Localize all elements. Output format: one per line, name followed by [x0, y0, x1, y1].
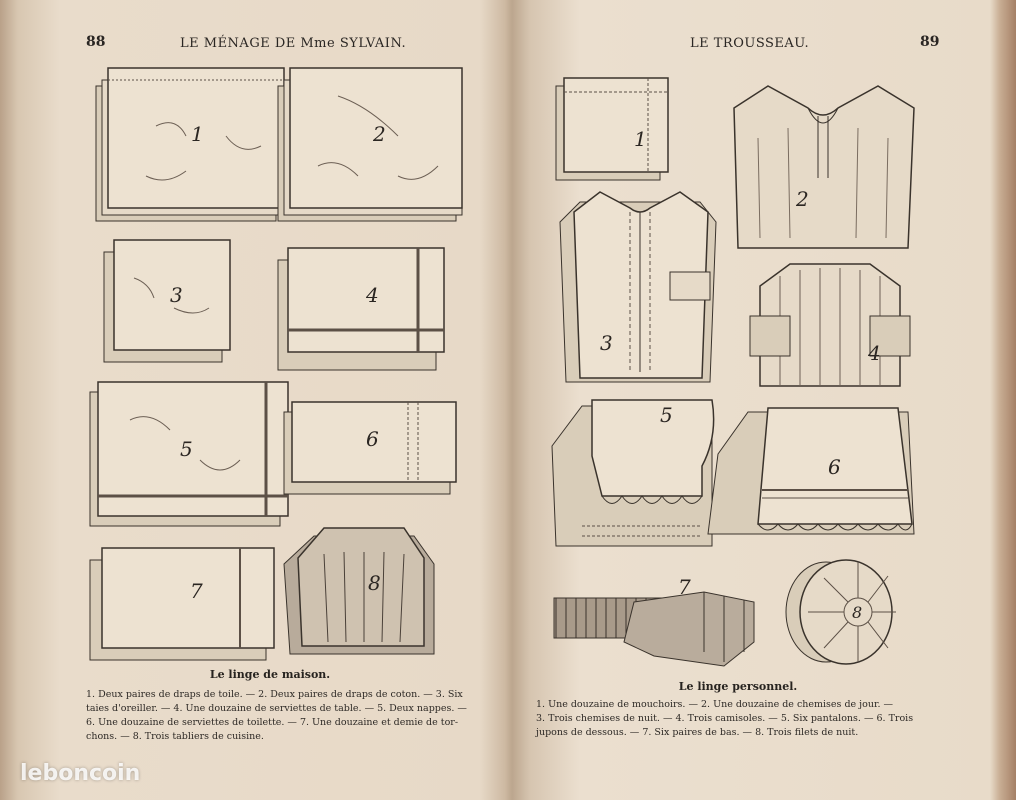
night-net-stack-8	[784, 556, 904, 671]
day-shirt-stack-2	[728, 78, 923, 263]
linen-stack-2	[278, 66, 468, 226]
legend-line: taies d'oreiller. — 4. Une douzaine de serviettes de table. — 5. Deux nappes. —	[86, 703, 467, 714]
legend-right	[536, 698, 956, 740]
handkerchief-stack-1	[556, 76, 671, 186]
legend-line: jupons de dessous. — 7. Six paires de bas. — 8. Trois filets de nuit.	[536, 727, 859, 738]
legend-line: 6. Une douzaine de serviettes de toilette. — 7. Une douzaine et demie de tor-	[86, 717, 459, 728]
running-head-right: LE TROUSSEAU.	[690, 36, 810, 51]
linen-stack-4	[278, 246, 448, 376]
apron-stack-8	[284, 524, 444, 664]
caption-left: Le linge de maison.	[209, 668, 331, 681]
page-number-left: 88	[86, 34, 106, 50]
night-shirt-stack-3	[560, 182, 720, 392]
page-number-right: 89	[920, 34, 940, 50]
stocking-stack-7	[554, 575, 764, 672]
running-head-left: LE MÉNAGE DE Mme SYLVAIN.	[180, 36, 407, 51]
figure-number: 8	[368, 571, 381, 595]
figure-number: 3	[600, 331, 613, 355]
petticoat-stack-6	[708, 404, 918, 549]
leboncoin-watermark: leboncoin	[20, 761, 141, 786]
linen-stack-7	[90, 546, 280, 666]
figure-number: 3	[170, 283, 183, 307]
figure-number: 1	[191, 122, 204, 146]
legend-line: 1. Deux paires de draps de toile. — 2. Deux paires de draps de coton. — 3. Six	[86, 689, 463, 700]
legend-left	[86, 688, 496, 744]
caption-right: Le linge personnel.	[678, 680, 798, 693]
linen-stack-6	[284, 400, 459, 500]
linen-stack-3	[104, 238, 234, 368]
figure-number: 4	[868, 341, 881, 365]
legend-line: chons. — 8. Trois tabliers de cuisine.	[86, 731, 264, 742]
figure-number: 6	[828, 455, 841, 479]
legend-line: 3. Trois chemises de nuit. — 4. Trois camisoles. — 5. Six pantalons. — 6. Trois	[536, 713, 914, 724]
pantalon-stack-5	[552, 396, 722, 556]
figure-number: 7	[190, 579, 203, 603]
figure-number: 2	[796, 187, 809, 211]
figure-number: 6	[366, 427, 379, 451]
figure-number: 5	[180, 437, 193, 461]
figure-number: 1	[634, 127, 647, 151]
figure-number: 5	[660, 403, 673, 427]
camisole-stack-4	[750, 256, 915, 396]
figure-number: 7	[678, 575, 691, 599]
linen-stack-1	[96, 66, 286, 226]
linen-stack-5	[90, 380, 290, 530]
right-page	[518, 0, 1000, 800]
figure-number: 4	[366, 283, 379, 307]
left-page	[20, 0, 505, 800]
figure-number: 8	[852, 603, 863, 622]
figure-number: 2	[373, 122, 386, 146]
legend-line: 1. Une douzaine de mouchoirs. — 2. Une douzaine de chemises de jour. —	[536, 699, 893, 710]
